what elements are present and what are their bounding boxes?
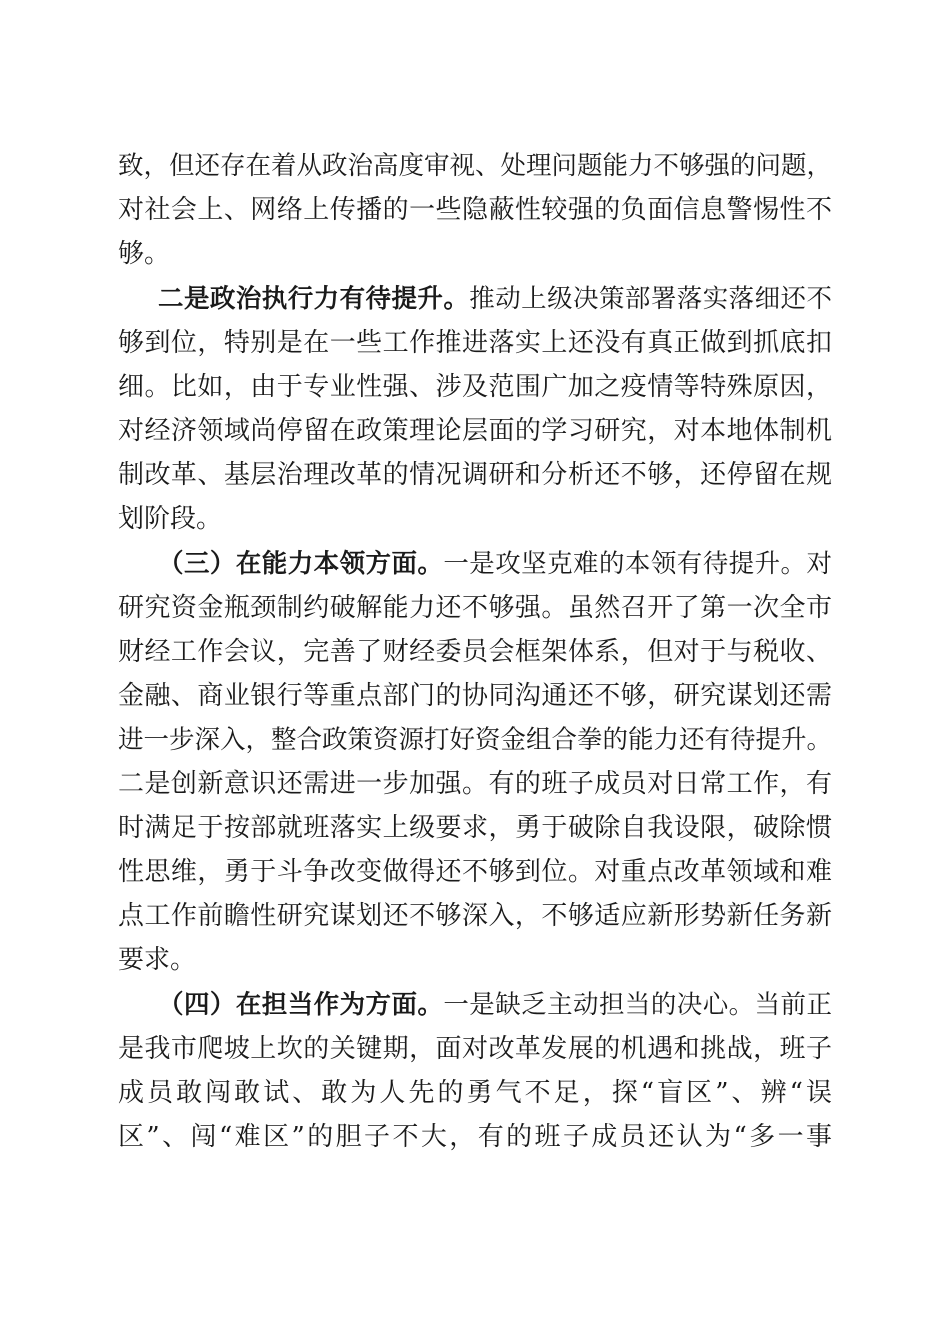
text-line-20 (158, 990, 832, 1020)
text-run: 对社会上、网络上传播的一些隐蔽性较强的负面信息警惕性不 (118, 195, 832, 225)
text-run: 细。比如，由于专业性强、涉及范围广加之疫情等特殊原因， (118, 372, 832, 402)
text-run: 够。 (118, 239, 171, 269)
text-run: 致，但还存在着从政治高度审视、处理问题能力不够强的问题， (118, 151, 833, 181)
text-run: 制改革、基层治理改革的情况调研和分析还不够，还停留在规 (118, 460, 832, 490)
text-run: 性思维，勇于斗争改变做得还不够到位。对重点改革领域和难 (118, 857, 832, 887)
text-run: 对经济领域尚停留在政策理论层面的学习研究，对本地体制机 (118, 416, 832, 446)
text-line-21 (118, 1034, 832, 1064)
text-run: 财经工作会议，完善了财经委员会框架体系，但对于与税收、 (118, 637, 832, 667)
text-line-2 (118, 195, 832, 225)
text-run: 是我市爬坡上坎的关键期，面对改革发展的机遇和挑战，班子 (118, 1034, 832, 1064)
section-heading-responsibility: （四）在担当作为方面。 (158, 990, 444, 1020)
text-run: 研究资金瓶颈制约破解能力还不够强。虽然召开了第一次全市 (118, 593, 832, 623)
text-line-15 (118, 769, 832, 799)
section-heading-ability: （三）在能力本领方面。 (158, 549, 444, 579)
text-run: 时满足于按部就班落实上级要求，勇于破除自我设限，破除惯 (118, 813, 832, 843)
text-run: 要求。 (118, 945, 197, 975)
text-line-10 (158, 549, 832, 579)
text-run: 推动上级决策部署落实落细还不 (469, 284, 832, 314)
text-line-11 (118, 593, 832, 623)
text-run: 一是攻坚克难的本领有待提升。对 (443, 549, 832, 579)
text-run: 点工作前瞻性研究谋划还不够深入，不够适应新形势新任务新 (118, 901, 832, 931)
text-line-19 (118, 945, 832, 975)
text-line-17 (118, 857, 832, 887)
text-run: 够到位，特别是在一些工作推进落实上还没有真正做到抓底扣 (118, 328, 832, 358)
text-line-3 (118, 239, 832, 269)
text-line-8 (118, 460, 832, 490)
text-run: 划阶段。 (118, 504, 223, 534)
text-line-22 (118, 1078, 832, 1108)
text-line-13 (118, 681, 832, 711)
subheading-political-execution: 二是政治执行力有待提升。 (158, 284, 470, 314)
text-run: 区”、闯“难区”的胆子不大，有的班子成员还认为“多一事 (118, 1122, 832, 1152)
text-line-1 (118, 151, 832, 181)
text-run: 二是创新意识还需进一步加强。有的班子成员对日常工作，有 (118, 769, 832, 799)
text-run: 金融、商业银行等重点部门的协同沟通还不够，研究谋划还需 (118, 681, 832, 711)
text-line-5 (118, 328, 832, 358)
text-line-12 (118, 637, 832, 667)
text-line-9 (118, 504, 832, 534)
text-run: 一是缺乏主动担当的决心。当前正 (443, 990, 832, 1020)
text-line-6 (118, 372, 832, 402)
text-line-7 (118, 416, 832, 446)
text-run: 进一步深入，整合政策资源打好资金组合拳的能力还有待提升。 (118, 725, 833, 755)
text-run: 成员敢闯敢试、敢为人先的勇气不足，探“盲区”、辨“误 (118, 1078, 832, 1108)
text-line-23 (118, 1122, 832, 1152)
text-line-4 (158, 284, 832, 314)
text-line-16 (118, 813, 832, 843)
text-line-18 (118, 901, 832, 931)
text-line-14 (118, 725, 832, 755)
